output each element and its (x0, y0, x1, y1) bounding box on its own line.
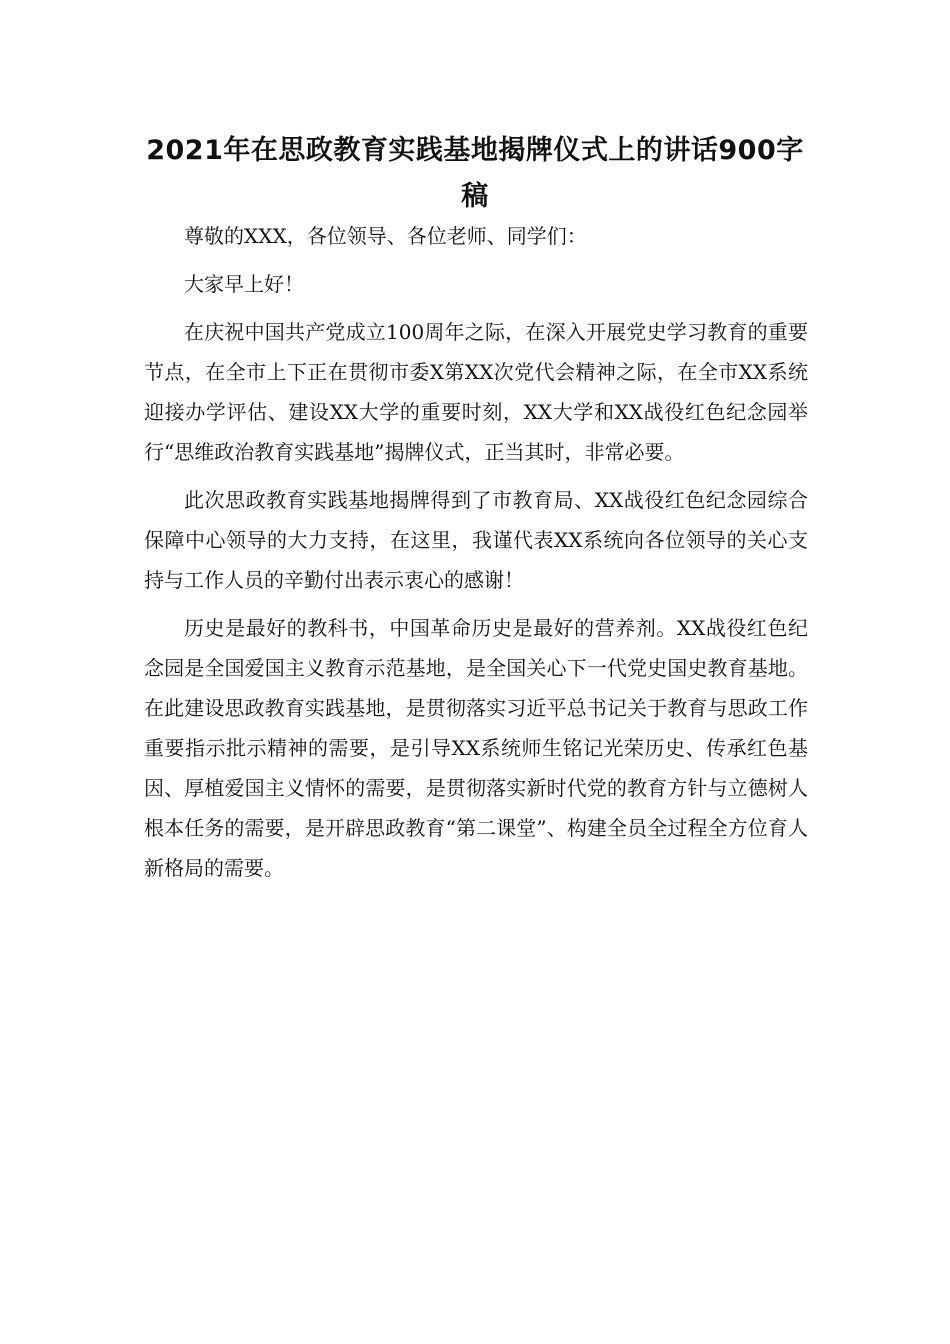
greeting: 大家早上好！ (184, 272, 304, 296)
document-body (144, 216, 808, 896)
document-title: 2021年在思政教育实践基地揭牌仪式上的讲话900字稿 (146, 135, 804, 212)
paragraph: 历史是最好的教科书，中国革命历史是最好的营养剂。XX战役红色纪念园是全国爱国主义教育示范基地，是全国关心下一代党史国史教育基地。在此建设思政教育实践基地，是贯彻落实习近平总书记关于教育与思政工作重要指示批示精神的需要，是引导XX系统师生铭记光荣历史、传承红色基因、厚植爱国主义情怀的需要，是贯彻落实新时代党的教育方针与立德树人根本任务的需要，是开辟思政教育“第二课堂”、构建全员全过程全方位育人新格局的需要。 (144, 616, 808, 880)
paragraph: 此次思政教育实践基地揭牌得到了市教育局、XX战役红色纪念园综合保障中心领导的大力支持，在这里，我谨代表XX系统向各位领导的关心支持与工作人员的辛勤付出表示衷心的感谢！ (144, 488, 808, 592)
paragraph: 在庆祝中国共产党成立100周年之际，在深入开展党史学习教育的重要节点，在全市上下正在贯彻市委X第XX次党代会精神之际，在全市XX系统迎接办学评估、建设XX大学的重要时刻，XX大学和XX战役红色纪念园举行“思维政治教育实践基地”揭牌仪式，正当其时，非常必要。 (144, 320, 808, 464)
salutation: 尊敬的XXX，各位领导、各位老师、同学们： (184, 224, 587, 248)
